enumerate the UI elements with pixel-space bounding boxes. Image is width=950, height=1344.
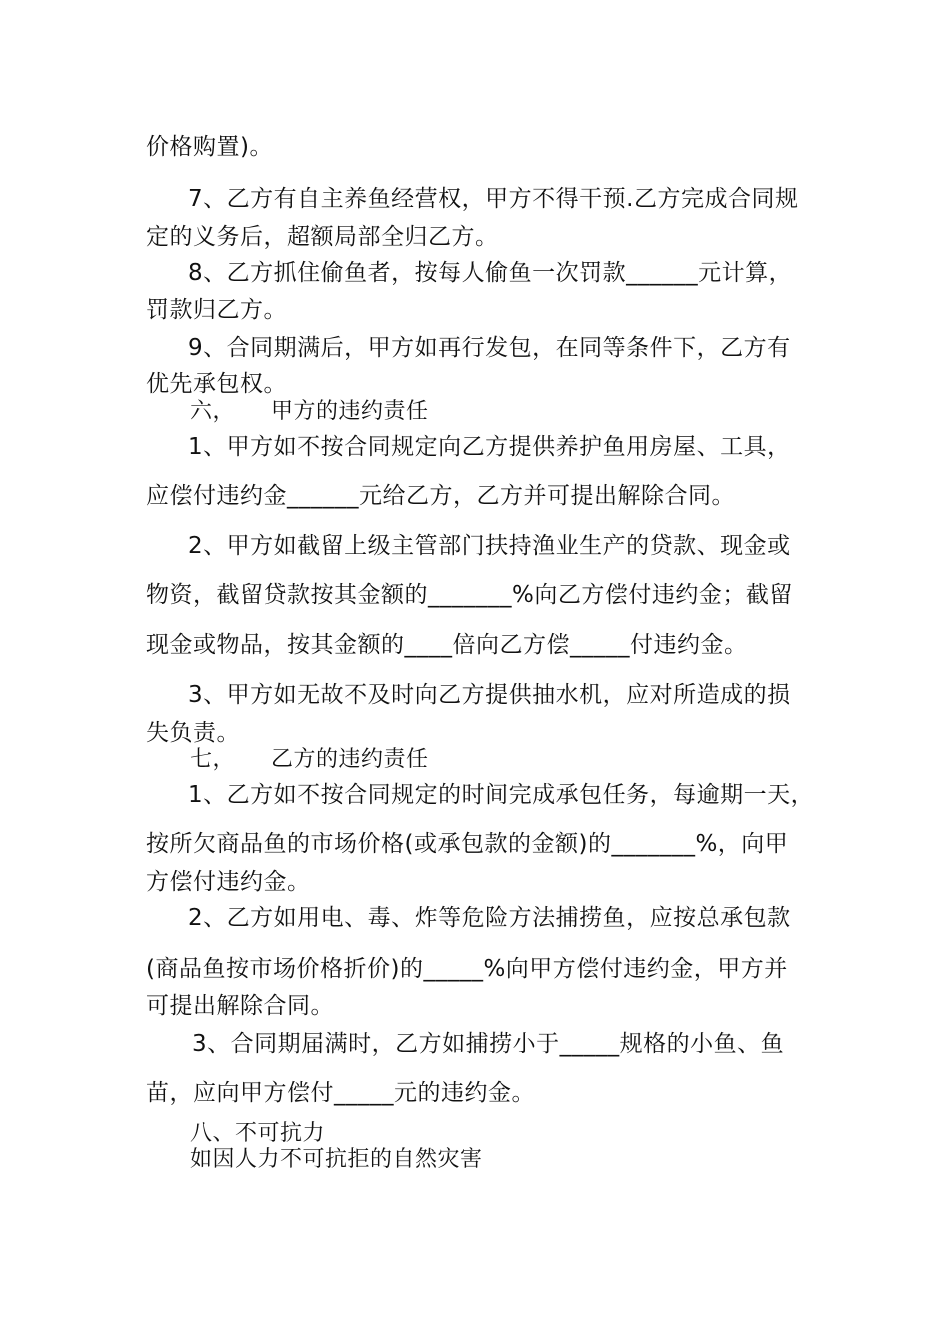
paragraph-line: 方偿付违约金。 <box>146 869 311 895</box>
paragraph-line: 2、甲方如截留上级主管部门扶持渔业生产的贷款、现金或 <box>188 533 791 559</box>
section-title: 乙方的违约责任 <box>271 747 429 772</box>
section-seven-heading <box>190 745 429 775</box>
section-number: 六， <box>190 399 236 424</box>
paragraph-line: 9、合同期满后，甲方如再行发包，在同等条件下，乙方有 <box>188 335 791 361</box>
paragraph-line: (商品鱼按市场价格折价)的_____%向甲方偿付违约金，甲方并 <box>146 956 788 982</box>
paragraph-line: 按所欠商品鱼的市场价格(或承包款的金额)的_______%，向甲 <box>146 831 789 857</box>
paragraph-line: 罚款归乙方。 <box>146 297 287 323</box>
paragraph-line: 7、乙方有自主养鱼经营权，甲方不得干预.乙方完成合同规 <box>188 186 799 212</box>
paragraph-line: 2、乙方如用电、毒、炸等危险方法捕捞鱼，应按总承包款 <box>188 905 791 931</box>
paragraph-line: 如因人力不可抗拒的自然灾害 <box>190 1147 483 1172</box>
section-six-heading <box>190 397 429 427</box>
paragraph-line: 1、甲方如不按合同规定向乙方提供养护鱼用房屋、工具， <box>188 434 791 460</box>
paragraph-line: 1、乙方如不按合同规定的时间完成承包任务，每逾期一天， <box>188 782 815 808</box>
paragraph-line: 失负责。 <box>146 720 240 746</box>
section-title: 甲方的违约责任 <box>271 399 429 424</box>
paragraph-line: 优先承包权。 <box>146 371 287 397</box>
paragraph-line: 3、甲方如无故不及时向乙方提供抽水机，应对所造成的损 <box>188 682 791 708</box>
paragraph-line: 现金或物品，按其金额的____倍向乙方偿_____付违约金。 <box>146 632 748 658</box>
paragraph-line: 应偿付违约金______元给乙方，乙方并可提出解除合同。 <box>146 483 735 509</box>
paragraph-line: 苗，应向甲方偿付_____元的违约金。 <box>146 1080 535 1106</box>
paragraph-line: 8、乙方抓住偷鱼者，按每人偷鱼一次罚款______元计算， <box>188 260 793 286</box>
paragraph-line: 价格购置)。 <box>146 134 273 160</box>
paragraph-line: 3、合同期届满时，乙方如捕捞小于_____规格的小鱼、鱼 <box>192 1031 785 1057</box>
section-number: 七， <box>190 747 236 772</box>
paragraph-line: 物资，截留贷款按其金额的_______%向乙方偿付违约金；截留 <box>146 582 793 608</box>
paragraph-line: 定的义务后，超额局部全归乙方。 <box>146 224 499 250</box>
section-eight-heading: 八、不可抗力 <box>190 1121 326 1146</box>
paragraph-line: 可提出解除合同。 <box>146 993 334 1019</box>
